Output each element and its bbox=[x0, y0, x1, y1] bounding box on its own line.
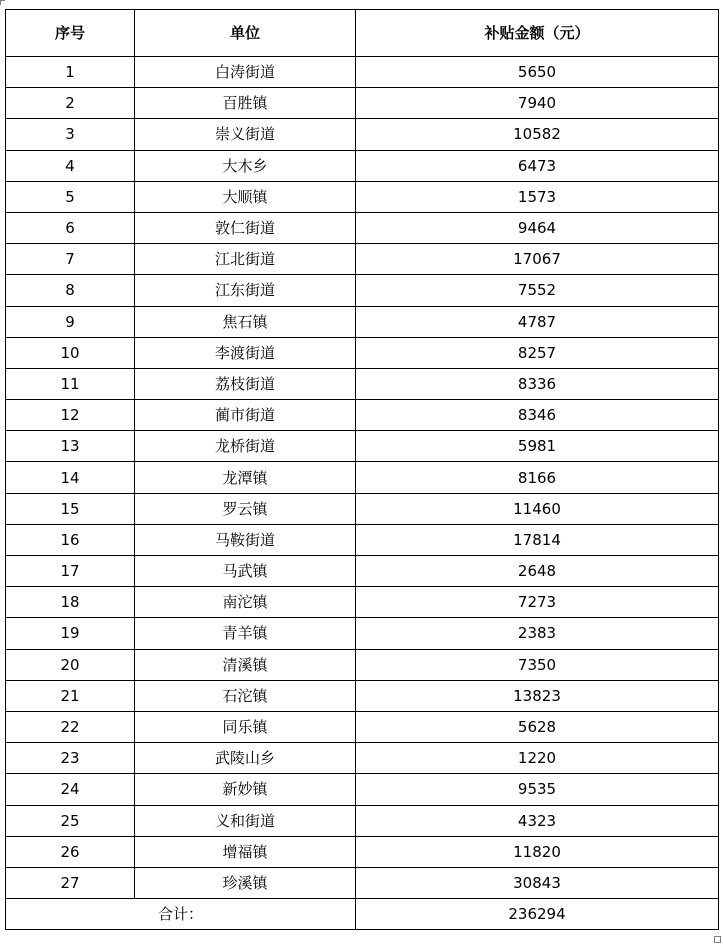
row-index: 2 bbox=[6, 88, 135, 119]
row-unit: 李渡街道 bbox=[135, 337, 356, 368]
row-index: 25 bbox=[6, 805, 135, 836]
row-unit: 增福镇 bbox=[135, 836, 356, 867]
row-unit: 同乐镇 bbox=[135, 711, 356, 742]
row-unit: 蔺市街道 bbox=[135, 400, 356, 431]
row-index: 18 bbox=[6, 587, 135, 618]
row-index: 11 bbox=[6, 368, 135, 399]
row-amount: 8257 bbox=[356, 337, 719, 368]
row-unit: 荔枝街道 bbox=[135, 368, 356, 399]
row-index: 12 bbox=[6, 400, 135, 431]
row-amount: 5981 bbox=[356, 431, 719, 462]
row-amount: 9464 bbox=[356, 212, 719, 243]
row-unit: 江北街道 bbox=[135, 244, 356, 275]
row-unit: 马鞍街道 bbox=[135, 524, 356, 555]
row-amount: 8336 bbox=[356, 368, 719, 399]
header-unit: 单位 bbox=[135, 10, 356, 57]
row-amount: 10582 bbox=[356, 119, 719, 150]
table-row bbox=[6, 368, 719, 399]
row-unit: 崇义街道 bbox=[135, 119, 356, 150]
table-row bbox=[6, 88, 719, 119]
total-value: 236294 bbox=[356, 899, 719, 930]
table-row bbox=[6, 867, 719, 898]
table-row bbox=[6, 743, 719, 774]
row-index: 9 bbox=[6, 306, 135, 337]
table-row bbox=[6, 649, 719, 680]
row-amount: 2648 bbox=[356, 556, 719, 587]
header-index: 序号 bbox=[6, 10, 135, 57]
row-index: 7 bbox=[6, 244, 135, 275]
table-row bbox=[6, 711, 719, 742]
row-unit: 新妙镇 bbox=[135, 774, 356, 805]
header-row bbox=[6, 10, 719, 57]
row-amount: 5650 bbox=[356, 57, 719, 88]
row-unit: 清溪镇 bbox=[135, 649, 356, 680]
row-amount: 8166 bbox=[356, 462, 719, 493]
row-index: 10 bbox=[6, 337, 135, 368]
row-index: 24 bbox=[6, 774, 135, 805]
table-row bbox=[6, 212, 719, 243]
table-row bbox=[6, 275, 719, 306]
header-amount: 补贴金额（元） bbox=[356, 10, 719, 57]
table-row bbox=[6, 57, 719, 88]
row-index: 6 bbox=[6, 212, 135, 243]
row-unit: 焦石镇 bbox=[135, 306, 356, 337]
row-amount: 9535 bbox=[356, 774, 719, 805]
row-unit: 青羊镇 bbox=[135, 618, 356, 649]
table-row bbox=[6, 680, 719, 711]
row-amount: 1573 bbox=[356, 181, 719, 212]
total-label: 合计： bbox=[6, 899, 356, 930]
row-index: 21 bbox=[6, 680, 135, 711]
row-unit: 石沱镇 bbox=[135, 680, 356, 711]
table-row bbox=[6, 587, 719, 618]
row-index: 26 bbox=[6, 836, 135, 867]
table-row bbox=[6, 119, 719, 150]
row-unit: 武陵山乡 bbox=[135, 743, 356, 774]
row-index: 4 bbox=[6, 150, 135, 181]
table-row bbox=[6, 244, 719, 275]
total-row bbox=[6, 899, 719, 930]
row-unit: 大顺镇 bbox=[135, 181, 356, 212]
table-row bbox=[6, 805, 719, 836]
row-unit: 义和街道 bbox=[135, 805, 356, 836]
table-body bbox=[6, 57, 719, 899]
table-row bbox=[6, 493, 719, 524]
row-index: 20 bbox=[6, 649, 135, 680]
table-row bbox=[6, 524, 719, 555]
row-unit: 龙潭镇 bbox=[135, 462, 356, 493]
row-amount: 4787 bbox=[356, 306, 719, 337]
row-unit: 珍溪镇 bbox=[135, 867, 356, 898]
row-amount: 7350 bbox=[356, 649, 719, 680]
table-row bbox=[6, 774, 719, 805]
row-index: 23 bbox=[6, 743, 135, 774]
row-index: 17 bbox=[6, 556, 135, 587]
row-unit: 白涛街道 bbox=[135, 57, 356, 88]
subsidy-table bbox=[5, 9, 719, 930]
row-index: 3 bbox=[6, 119, 135, 150]
row-unit: 江东街道 bbox=[135, 275, 356, 306]
row-amount: 6473 bbox=[356, 150, 719, 181]
row-unit: 龙桥街道 bbox=[135, 431, 356, 462]
row-amount: 11460 bbox=[356, 493, 719, 524]
table-row bbox=[6, 462, 719, 493]
row-amount: 5628 bbox=[356, 711, 719, 742]
row-index: 15 bbox=[6, 493, 135, 524]
row-index: 22 bbox=[6, 711, 135, 742]
row-unit: 马武镇 bbox=[135, 556, 356, 587]
row-amount: 4323 bbox=[356, 805, 719, 836]
row-index: 16 bbox=[6, 524, 135, 555]
row-amount: 11820 bbox=[356, 836, 719, 867]
row-index: 8 bbox=[6, 275, 135, 306]
table-row bbox=[6, 337, 719, 368]
row-index: 1 bbox=[6, 57, 135, 88]
row-index: 19 bbox=[6, 618, 135, 649]
table-row bbox=[6, 400, 719, 431]
table-row bbox=[6, 150, 719, 181]
table-row bbox=[6, 306, 719, 337]
row-amount: 13823 bbox=[356, 680, 719, 711]
row-amount: 2383 bbox=[356, 618, 719, 649]
row-unit: 大木乡 bbox=[135, 150, 356, 181]
row-amount: 8346 bbox=[356, 400, 719, 431]
table-row bbox=[6, 181, 719, 212]
table-row bbox=[6, 836, 719, 867]
row-amount: 7940 bbox=[356, 88, 719, 119]
table-row bbox=[6, 431, 719, 462]
row-amount: 17814 bbox=[356, 524, 719, 555]
row-index: 14 bbox=[6, 462, 135, 493]
row-index: 27 bbox=[6, 867, 135, 898]
row-amount: 30843 bbox=[356, 867, 719, 898]
row-unit: 罗云镇 bbox=[135, 493, 356, 524]
row-index: 5 bbox=[6, 181, 135, 212]
row-index: 13 bbox=[6, 431, 135, 462]
row-unit: 百胜镇 bbox=[135, 88, 356, 119]
row-unit: 敦仁街道 bbox=[135, 212, 356, 243]
row-amount: 7273 bbox=[356, 587, 719, 618]
row-amount: 7552 bbox=[356, 275, 719, 306]
row-amount: 1220 bbox=[356, 743, 719, 774]
table-row bbox=[6, 618, 719, 649]
row-amount: 17067 bbox=[356, 244, 719, 275]
table-resize-handle[interactable] bbox=[714, 936, 721, 943]
document-corner-mark bbox=[0, 0, 5, 5]
row-unit: 南沱镇 bbox=[135, 587, 356, 618]
table-row bbox=[6, 556, 719, 587]
